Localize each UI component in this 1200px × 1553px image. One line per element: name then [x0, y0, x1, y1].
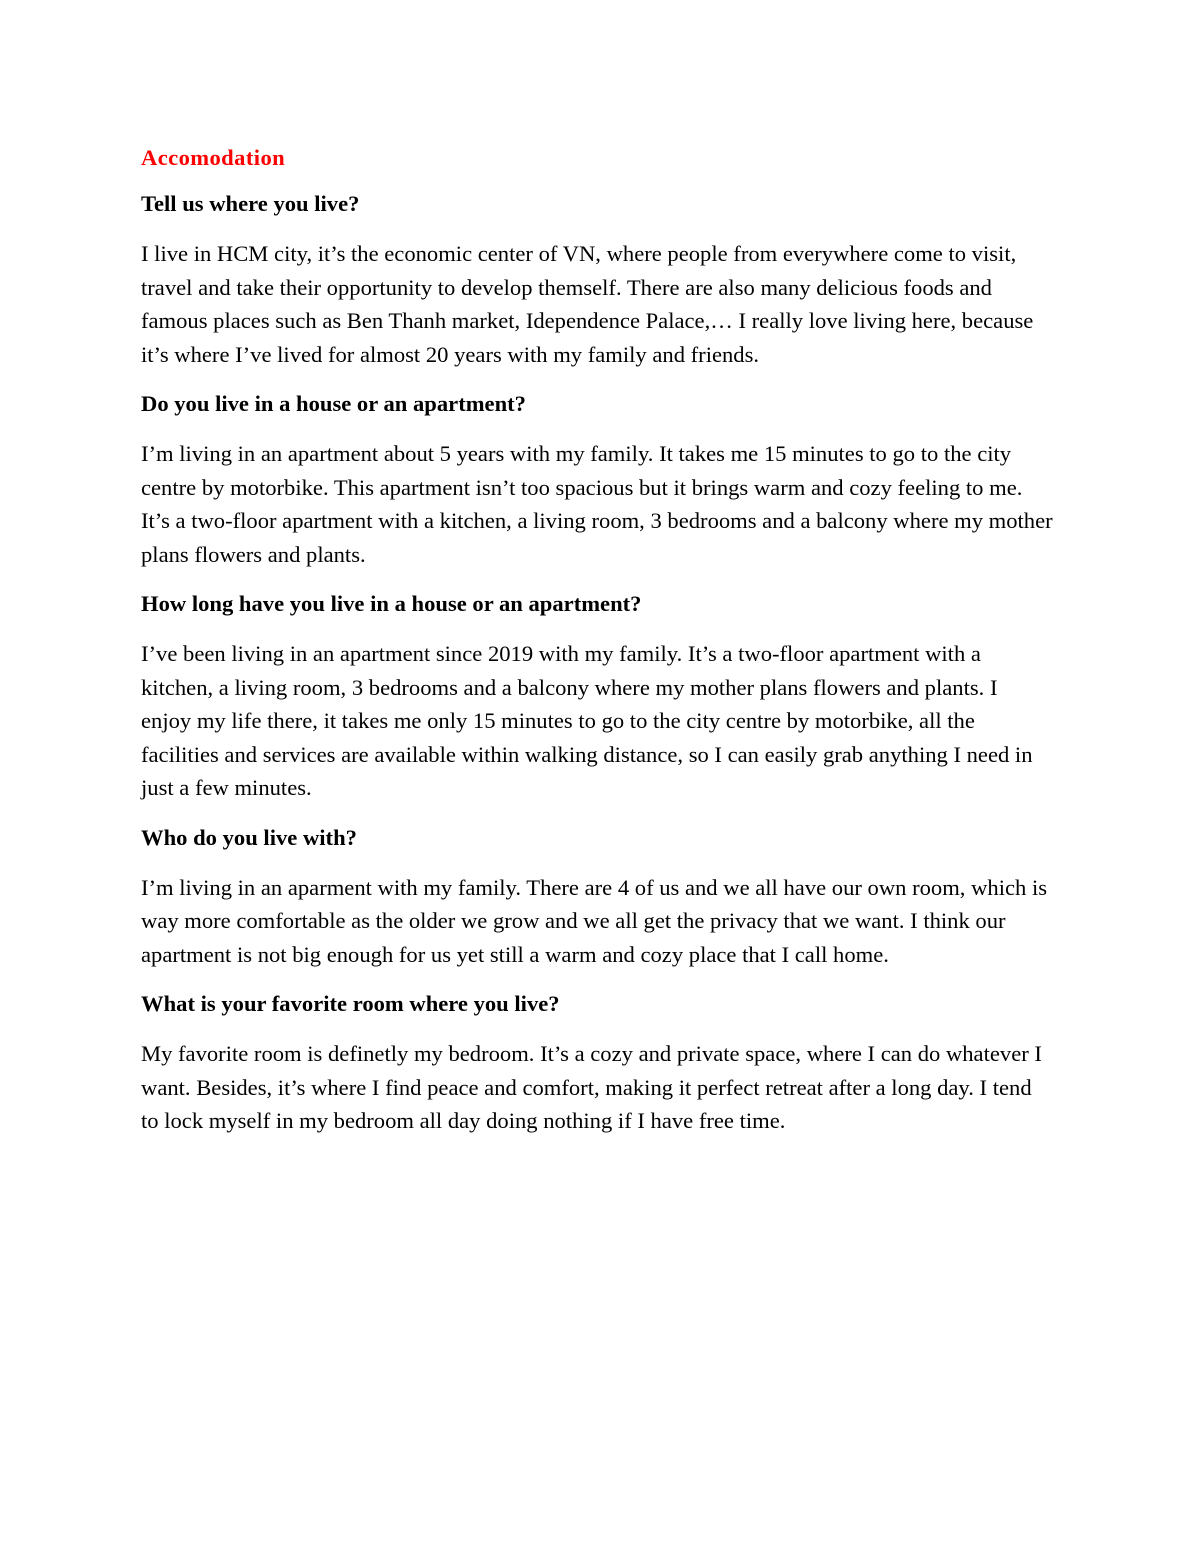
question-heading: Do you live in a house or an apartment? [141, 391, 526, 416]
document-page [141, 136, 1053, 1154]
question-heading: Tell us where you live? [141, 191, 360, 216]
answer-paragraph: I’ve been living in an apartment since 2019 with my family. It’s a two-floor apartment with a kitchen, a living room, 3 bedrooms and a balcony where my mother plans flowers and plants. I enjoy my life there, it takes me only 15 minutes to go to the city centre by motorbike, all the facilities and services are available within walking distance, so I can easily grab anything I need in just a few minutes. [141, 641, 1033, 800]
answer-paragraph: I’m living in an aparment with my family. There are 4 of us and we all have our own room, which is way more comfortable as the older we grow and we all get the privacy that we want. I think our apartment is not big enough for us yet still a warm and cozy place that I call home. [141, 874, 1048, 967]
qa-section [141, 187, 1053, 371]
answer-paragraph: I live in HCM city, it’s the economic center of VN, where people from everywhere come to visit, travel and take their opportunity to develop themself. There are also many delicious foods and famous places such as Ben Thanh market, Idependence Palace,… I really love living here, because it’s where I’ve lived for almost 20 years with my family and friends. [141, 241, 1034, 367]
question-heading: How long have you live in a house or an apartment? [141, 591, 642, 616]
qa-section [141, 387, 1053, 571]
answer-paragraph: I’m living in an apartment about 5 years with my family. It takes me 15 minutes to go to the city centre by motorbike. This apartment isn’t too spacious but it brings warm and cozy feeling to me. It’s a two-floor apartment with a kitchen, a living room, 3 bedrooms and a balcony where my mother plans flowers and plants. [141, 441, 1053, 567]
question-heading: Who do you live with? [141, 824, 357, 850]
qa-section [141, 587, 1053, 805]
document-title: Accomodation [141, 145, 286, 170]
qa-section [141, 987, 1053, 1138]
question-heading: What is your favorite room where you live? [141, 991, 560, 1016]
qa-section [141, 821, 1053, 972]
answer-paragraph: My favorite room is definetly my bedroom. It’s a cozy and private space, where I can do whatever I want. Besides, it’s where I find peace and comfort, making it perfect retreat after a long day. I tend to lock myself in my bedroom all day doing nothing if I have free time. [141, 1041, 1042, 1133]
